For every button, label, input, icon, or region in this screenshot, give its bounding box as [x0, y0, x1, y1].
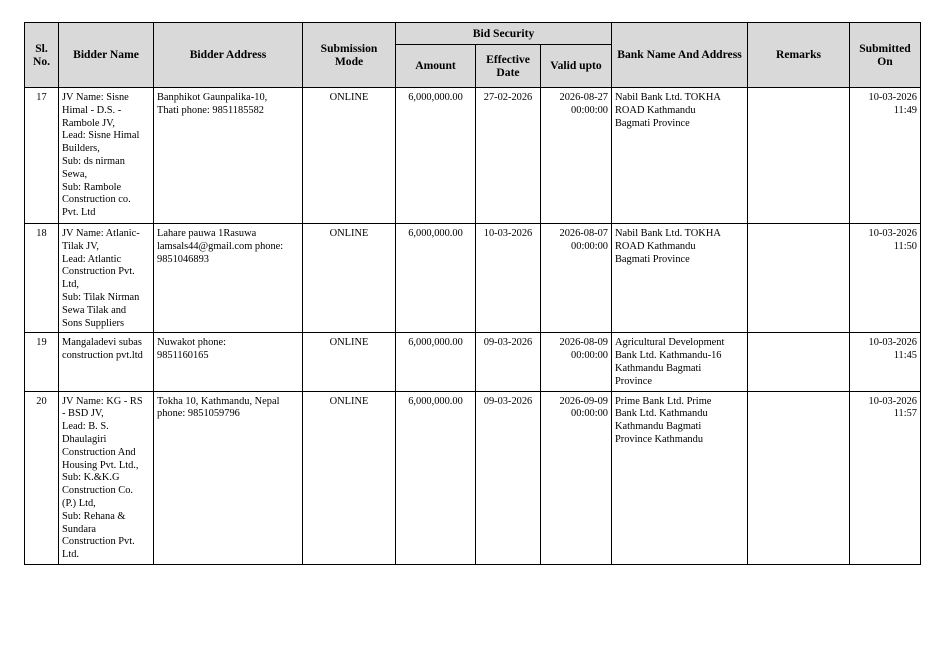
cell-bank: Nabil Bank Ltd. TOKHA ROAD Kathmandu Bagmati Province [612, 224, 748, 333]
cell-sl-no: 17 [25, 88, 59, 224]
header-submitted-on: Submitted On [850, 23, 921, 88]
cell-submitted-on: 10-03-2026 11:50 [850, 224, 921, 333]
header-amount: Amount [396, 45, 476, 88]
cell-sl-no: 20 [25, 391, 59, 564]
cell-submitted-on: 10-03-2026 11:49 [850, 88, 921, 224]
cell-valid-upto: 2026-08-07 00:00:00 [541, 224, 612, 333]
cell-submission-mode: ONLINE [303, 224, 396, 333]
cell-remarks [748, 88, 850, 224]
table-row [25, 391, 921, 564]
cell-remarks [748, 333, 850, 391]
header-sl-no: Sl. No. [25, 23, 59, 88]
cell-bank: Prime Bank Ltd. Prime Bank Ltd. Kathmandu Kathmandu Bagmati Province Kathmandu [612, 391, 748, 564]
header-valid-upto: Valid upto [541, 45, 612, 88]
cell-submission-mode: ONLINE [303, 333, 396, 391]
cell-sl-no: 19 [25, 333, 59, 391]
cell-valid-upto: 2026-08-27 00:00:00 [541, 88, 612, 224]
cell-amount: 6,000,000.00 [396, 333, 476, 391]
header-remarks: Remarks [748, 23, 850, 88]
cell-bidder-address: Tokha 10, Kathmandu, Nepal phone: 9851059796 [154, 391, 303, 564]
cell-submission-mode: ONLINE [303, 391, 396, 564]
cell-valid-upto: 2026-08-09 00:00:00 [541, 333, 612, 391]
cell-amount: 6,000,000.00 [396, 224, 476, 333]
cell-effective-date: 09-03-2026 [476, 333, 541, 391]
bid-table [24, 22, 921, 565]
cell-remarks [748, 224, 850, 333]
cell-amount: 6,000,000.00 [396, 391, 476, 564]
header-bidder-address: Bidder Address [154, 23, 303, 88]
cell-submission-mode: ONLINE [303, 88, 396, 224]
cell-bidder-name: Mangaladevi subas construction pvt.ltd [59, 333, 154, 391]
table-header [25, 23, 921, 88]
cell-bidder-name: JV Name: KG - RS - BSD JV, Lead: B. S. Dhaulagiri Construction And Housing Pvt. Ltd., Sub: K.&K.G Construction Co. (P.) Ltd, Sub: Rehana & Sundara Construction Pvt. Ltd. [59, 391, 154, 564]
table-row [25, 88, 921, 224]
cell-bidder-name: JV Name: Sisne Himal - D.S. - Rambole JV, Lead: Sisne Himal Builders, Sub: ds nirman Sewa, Sub: Rambole Construction co. Pvt. Ltd [59, 88, 154, 224]
header-submission-mode: Submission Mode [303, 23, 396, 88]
header-bid-security: Bid Security [396, 23, 612, 45]
header-effective-date: Effective Date [476, 45, 541, 88]
table-row [25, 224, 921, 333]
cell-submitted-on: 10-03-2026 11:45 [850, 333, 921, 391]
header-bidder-name: Bidder Name [59, 23, 154, 88]
cell-bank: Agricultural Development Bank Ltd. Kathmandu-16 Kathmandu Bagmati Province [612, 333, 748, 391]
table-row [25, 333, 921, 391]
cell-valid-upto: 2026-09-09 00:00:00 [541, 391, 612, 564]
cell-bidder-address: Banphikot Gaunpalika-10, Thati phone: 9851185582 [154, 88, 303, 224]
cell-submitted-on: 10-03-2026 11:57 [850, 391, 921, 564]
cell-effective-date: 27-02-2026 [476, 88, 541, 224]
cell-bidder-address: Lahare pauwa 1Rasuwa lamsals44@gmail.com phone: 9851046893 [154, 224, 303, 333]
cell-amount: 6,000,000.00 [396, 88, 476, 224]
header-bank: Bank Name And Address [612, 23, 748, 88]
cell-bidder-name: JV Name: Atlanic- Tilak JV, Lead: Atlantic Construction Pvt. Ltd, Sub: Tilak Nirman Sewa Tilak and Sons Suppliers [59, 224, 154, 333]
cell-bidder-address: Nuwakot phone: 9851160165 [154, 333, 303, 391]
cell-bank: Nabil Bank Ltd. TOKHA ROAD Kathmandu Bagmati Province [612, 88, 748, 224]
cell-remarks [748, 391, 850, 564]
cell-effective-date: 10-03-2026 [476, 224, 541, 333]
cell-effective-date: 09-03-2026 [476, 391, 541, 564]
cell-sl-no: 18 [25, 224, 59, 333]
